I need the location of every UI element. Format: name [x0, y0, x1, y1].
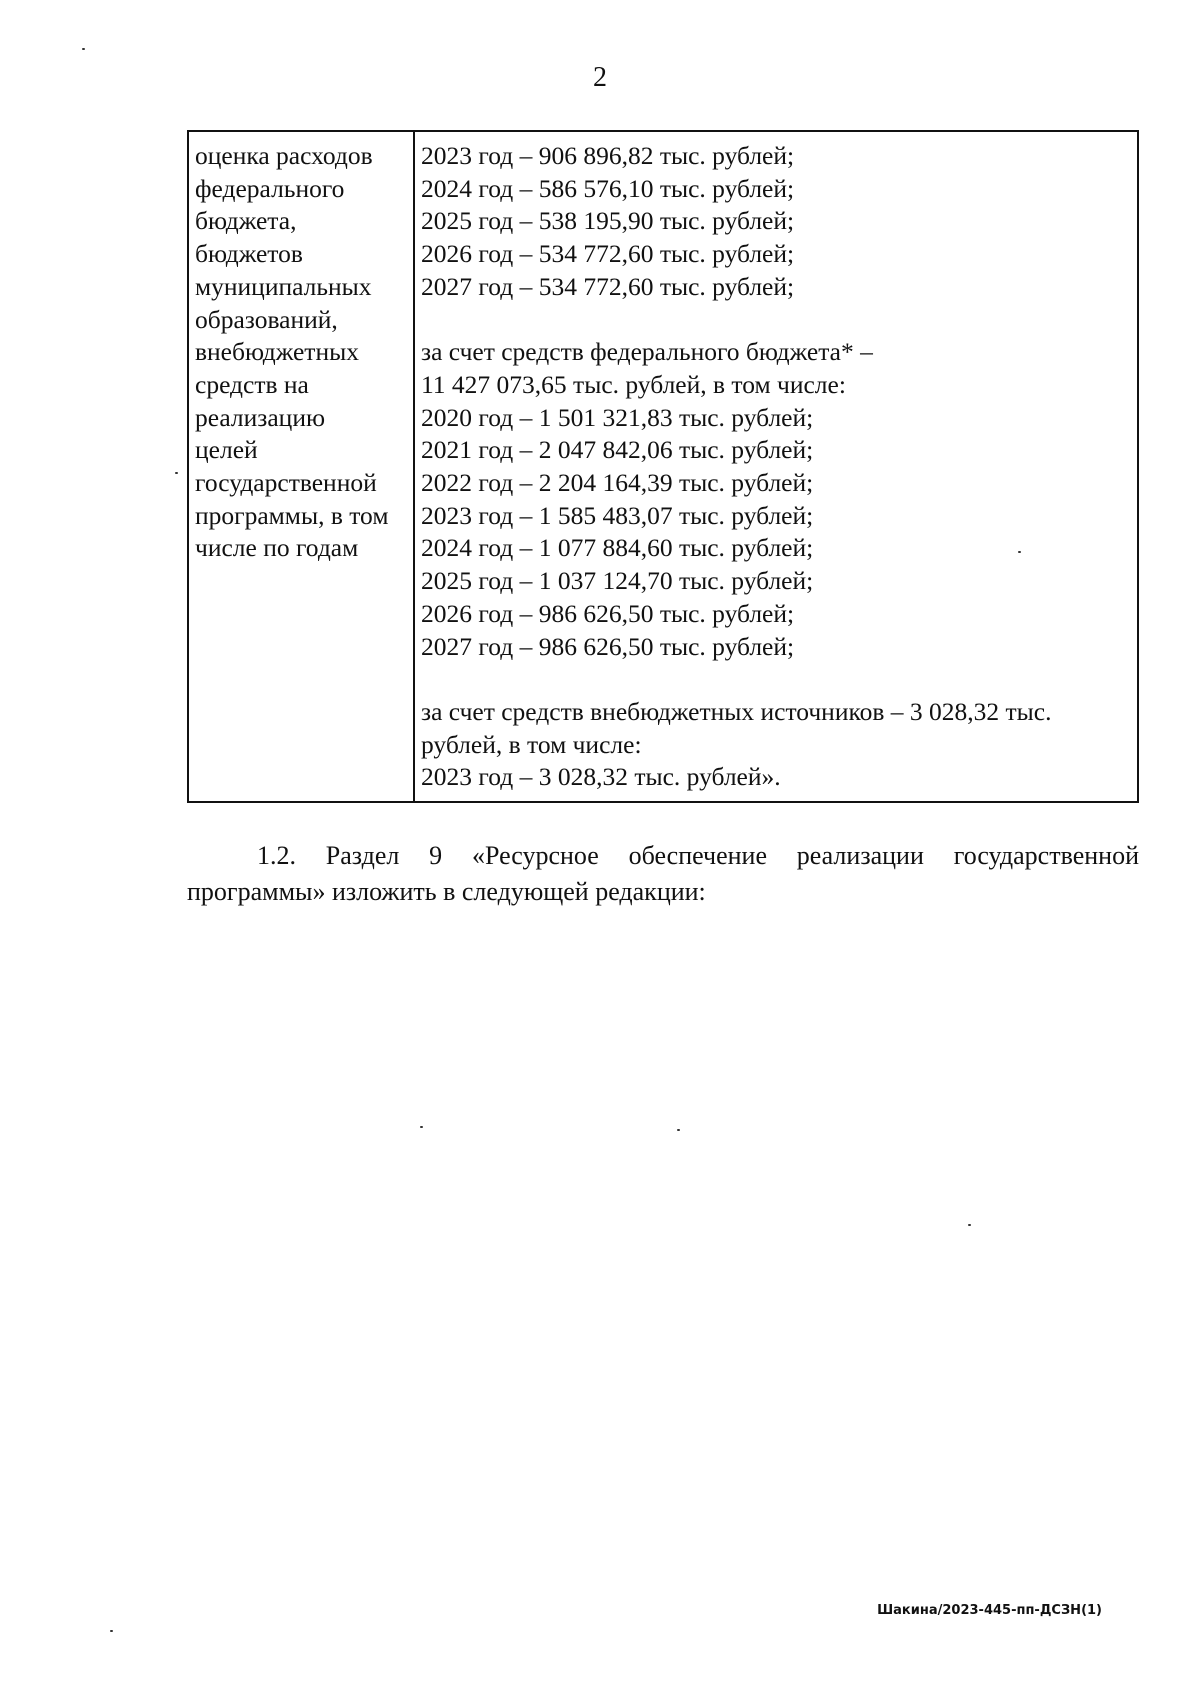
document-reference: Шакина/2023-445-пп-ДСЗН(1) [877, 1603, 1102, 1618]
label-line: бюджетов [195, 239, 303, 269]
value-line: 2027 год – 534 772,60 тыс. рублей; [421, 271, 795, 301]
scan-speck [110, 1630, 113, 1632]
value-line: 2025 год – 1 037 124,70 тыс. рублей; [421, 566, 814, 596]
value-line: 2027 год – 986 626,50 тыс. рублей; [421, 631, 795, 661]
table-label-cell [189, 132, 415, 801]
value-line: рублей, в том числе: [421, 729, 642, 759]
scan-speck [420, 1126, 423, 1128]
value-line: 11 427 073,65 тыс. рублей, в том числе: [421, 369, 846, 399]
label-line: программы, в том [195, 500, 389, 530]
label-line: муниципальных [195, 271, 372, 301]
scan-speck [968, 1224, 971, 1226]
label-line: средств на [195, 369, 309, 399]
blank-line [421, 304, 1137, 337]
page-number: 2 [593, 62, 607, 93]
scan-speck [1018, 551, 1021, 553]
value-line: 2020 год – 1 501 321,83 тыс. рублей; [421, 402, 814, 432]
scan-speck [82, 48, 85, 50]
value-line: 2026 год – 986 626,50 тыс. рублей; [421, 598, 795, 628]
label-line: числе по годам [195, 533, 359, 563]
value-line: 2023 год – 3 028,32 тыс. рублей». [421, 762, 781, 792]
value-line: 2025 год – 538 195,90 тыс. рублей; [421, 206, 795, 236]
label-line: целей [195, 435, 258, 465]
value-line: 2023 год – 1 585 483,07 тыс. рублей; [421, 500, 814, 530]
scan-speck [175, 472, 178, 474]
label-line: внебюджетных [195, 337, 359, 367]
value-line: за счет средств федерального бюджета* – [421, 337, 873, 367]
value-line: 2021 год – 2 047 842,06 тыс. рублей; [421, 435, 814, 465]
label-line: оценка расходов [195, 141, 373, 170]
label-line: бюджета, [195, 206, 297, 236]
label-line: федерального [195, 173, 345, 203]
value-line: за счет средств внебюджетных источников – 3 028,32 тыс. [421, 696, 1052, 726]
value-line: 2024 год – 1 077 884,60 тыс. рублей; [421, 533, 814, 563]
budget-table [187, 130, 1139, 803]
label-line: образований, [195, 304, 338, 334]
blank-line [421, 663, 1137, 696]
label-line: реализацию [195, 402, 326, 432]
value-line: 2023 год – 906 896,82 тыс. рублей; [421, 141, 795, 170]
amendment-paragraph: 1.2. Раздел 9 «Ресурсное обеспечение реализации государственной программы» изложить в следующей редакции: [187, 841, 1139, 906]
table-value-cell [415, 132, 1137, 801]
scan-speck [677, 1129, 680, 1131]
label-line: государственной [195, 468, 377, 498]
value-line: 2022 год – 2 204 164,39 тыс. рублей; [421, 468, 814, 498]
value-line: 2024 год – 586 576,10 тыс. рублей; [421, 173, 795, 203]
value-line: 2026 год – 534 772,60 тыс. рублей; [421, 239, 795, 269]
